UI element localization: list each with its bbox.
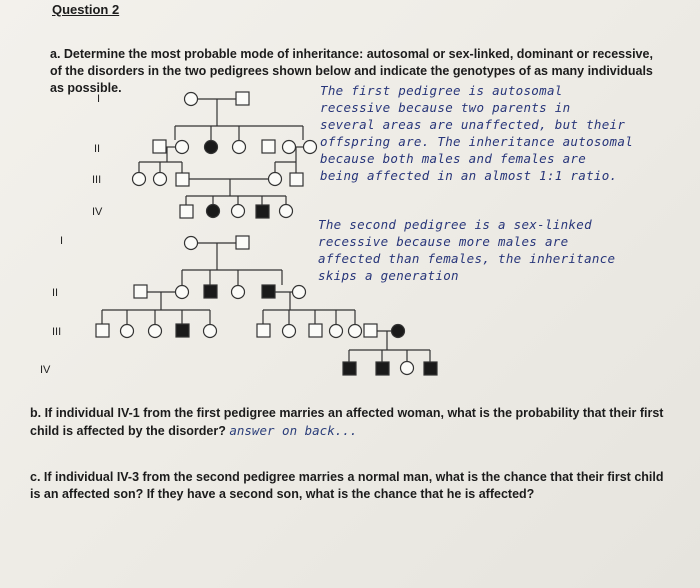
ped1-II-2 <box>176 141 189 154</box>
ped1-II-3 <box>205 141 218 154</box>
ped1-I-2 <box>236 92 249 105</box>
ped2-IV-2 <box>376 362 389 375</box>
ped2-gen-label-1: I <box>60 235 64 247</box>
ped2-II-3 <box>204 285 217 298</box>
note1-line-5: because both males and females are <box>320 151 587 166</box>
note1-line-4: offspring are. The inheritance autosomal <box>320 134 634 149</box>
note1-line-3: several areas are unaffected, but their <box>320 117 626 132</box>
question-a-text: a. Determine the most probable mode of inheritance: autosomal or sex-linked, dominant or recessive, of the disorders in the two pedigrees shown below and indicate the genotypes of as many individuals as possible. <box>50 47 653 95</box>
ped2-III-1 <box>96 324 109 337</box>
ped1-III-4 <box>269 173 282 186</box>
ped2-III-3 <box>149 325 162 338</box>
note1-line-1: The first pedigree is autosomal <box>320 83 563 98</box>
ped1-IV-1 <box>180 205 193 218</box>
note1-line-2: recessive because two parents in <box>320 100 571 115</box>
ped1-I-1 <box>185 93 198 106</box>
ped1-III-1 <box>133 173 146 186</box>
note2-line-4: skips a generation <box>318 268 459 283</box>
ped2-II-5 <box>262 285 275 298</box>
ped1-II-1 <box>153 140 166 153</box>
ped2-III-10 <box>349 325 362 338</box>
note2-line-2: recessive because more males are <box>318 234 569 249</box>
ped2-I-2 <box>236 236 249 249</box>
ped2-II-6 <box>293 286 306 299</box>
question-b-prompt: b. If individual IV-1 from the first pedigree marries an affected woman, what is the probability that their first child is affected by the disorder? <box>30 406 664 438</box>
ped1-IV-5 <box>280 205 293 218</box>
ped1-II-7 <box>304 141 317 154</box>
ped1-III-5 <box>290 173 303 186</box>
ped1-II-6 <box>283 141 296 154</box>
ped2-III-5 <box>204 325 217 338</box>
ped2-gen-label-2: II <box>52 287 59 299</box>
ped1-IV-4 <box>256 205 269 218</box>
note2-line-3: affected than females, the inheritance <box>318 251 616 266</box>
ped1-II-5 <box>262 140 275 153</box>
ped1-gen-label-1: I <box>97 93 101 105</box>
ped1-III-3 <box>176 173 189 186</box>
ped2-III-7 <box>283 325 296 338</box>
note2-line-1: The second pedigree is a sex-linked <box>318 217 592 232</box>
ped2-II-4 <box>232 286 245 299</box>
ped2-II-1 <box>134 285 147 298</box>
ped1-IV-2 <box>207 205 220 218</box>
ped2-III-6 <box>257 324 270 337</box>
ped1-III-2 <box>154 173 167 186</box>
ped2-gen-label-3: III <box>52 326 62 338</box>
answer-b-handwritten: answer on back... <box>229 423 358 438</box>
ped2-IV-1 <box>343 362 356 375</box>
ped2-III-12 <box>392 325 405 338</box>
ped1-IV-3 <box>232 205 245 218</box>
ped2-I-1 <box>185 237 198 250</box>
ped2-gen-label-4: IV <box>40 364 51 376</box>
ped1-gen-label-3: III <box>92 174 102 186</box>
ped2-III-9 <box>330 325 343 338</box>
ped1-gen-label-2: II <box>94 143 101 155</box>
ped2-III-4 <box>176 324 189 337</box>
ped2-IV-4 <box>424 362 437 375</box>
ped2-IV-3 <box>401 362 414 375</box>
ped1-gen-label-4: IV <box>92 206 103 218</box>
ped2-III-11 <box>364 324 377 337</box>
ped2-III-2 <box>121 325 134 338</box>
question-c-text: c. If individual IV-3 from the second pedigree marries a normal man, what is the chance that their first child is an affected son? If they have a second son, what is the chance that he is affected? <box>30 470 664 501</box>
question-title: Question 2 <box>52 2 120 17</box>
note1-line-6: being affected in an almost 1:1 ratio. <box>320 168 618 183</box>
ped2-II-2 <box>176 286 189 299</box>
ped1-II-4 <box>233 141 246 154</box>
question-b-text <box>30 405 670 440</box>
ped2-III-8 <box>309 324 322 337</box>
